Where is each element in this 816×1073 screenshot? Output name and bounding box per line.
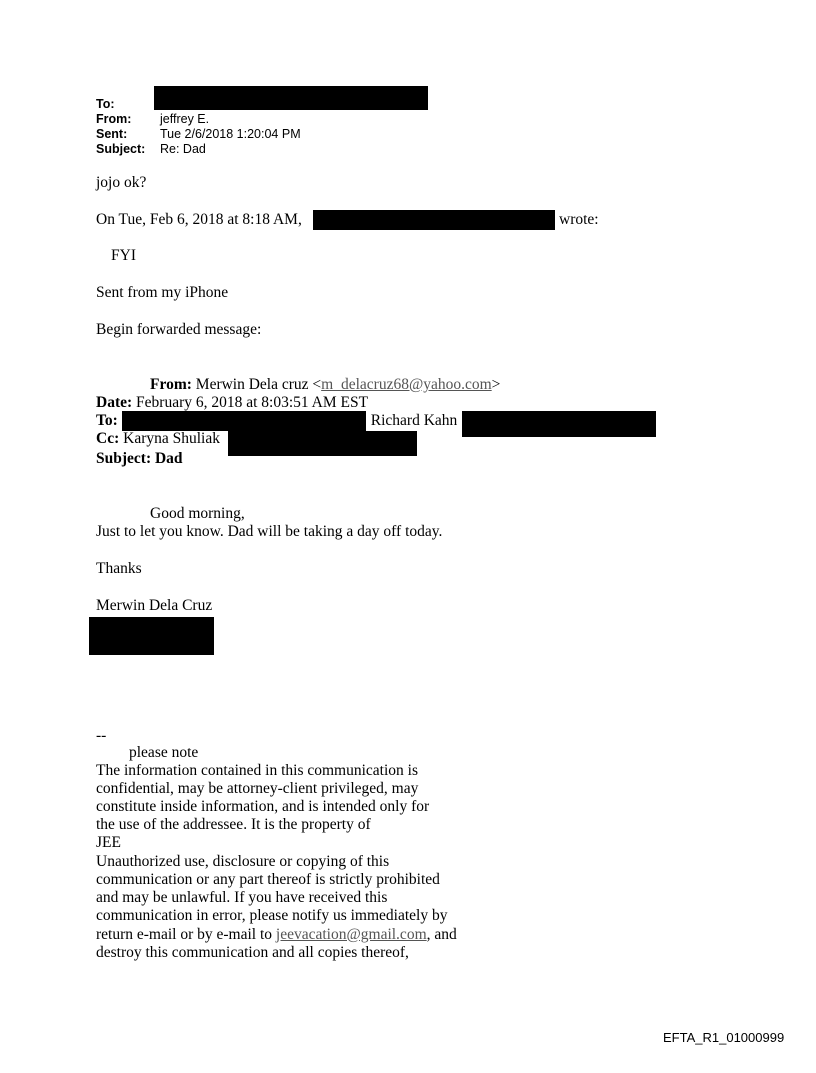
fwd-thanks: Thanks (96, 560, 142, 577)
disclaimer-line: constitute inside information, and is intended only for (96, 798, 430, 815)
fwd-greeting: Good morning, (150, 505, 245, 522)
disclaimer-return-suffix: , and (426, 926, 457, 943)
fwd-from-label: From: (150, 376, 192, 393)
fwd-from-row (150, 376, 500, 394)
begin-forwarded-text: Begin forwarded message: (96, 321, 262, 338)
fwd-from-name: Merwin Dela cruz < (195, 376, 322, 393)
from-value: jeffrey E. (160, 112, 210, 126)
fwd-from-close: > (491, 376, 501, 393)
disclaimer-line: and may be unlawful. If you have received this (96, 889, 388, 906)
disclaimer-line: communication or any part thereof is strictly prohibited (96, 871, 440, 888)
subject-row (96, 142, 206, 157)
disclaimer-line: the use of the addressee. It is the property of (96, 816, 371, 833)
disclaimer-final-line: destroy this communication and all copies thereof, (96, 944, 409, 961)
disclaimer-email-link[interactable]: jeevacation@gmail.com (275, 926, 427, 943)
sent-label: Sent: (96, 127, 128, 141)
redaction-fwd-to-1 (122, 411, 366, 431)
document-id: EFTA_R1_01000999 (663, 1030, 785, 1045)
subject-value: Re: Dad (160, 142, 206, 156)
to-label: To: (96, 97, 115, 111)
from-row (96, 112, 209, 127)
fwd-signature: Merwin Dela Cruz (96, 597, 213, 614)
disclaimer-line: JEE (96, 834, 121, 851)
disclaimer-return-line (96, 926, 457, 944)
sent-value: Tue 2/6/2018 1:20:04 PM (160, 127, 301, 141)
quote-intro: On Tue, Feb 6, 2018 at 8:18 AM, (96, 211, 302, 228)
redaction-signature-block (89, 617, 214, 655)
fwd-from-email-link[interactable]: m_delacruz68@yahoo.com (321, 376, 492, 393)
fwd-cc-value: Karyna Shuliak (123, 430, 220, 447)
disclaimer-line: communication in error, please notify us immediately by (96, 907, 448, 924)
fwd-date-label: Date: (96, 394, 133, 411)
fwd-subject: Subject: Dad (96, 450, 183, 467)
fyi-text: FYI (111, 247, 136, 264)
disclaimer-line: Unauthorized use, disclosure or copying of this (96, 853, 390, 870)
fwd-date-row (96, 394, 368, 412)
subject-label: Subject: (96, 142, 146, 156)
disclaimer-dashes: -- (96, 727, 107, 744)
disclaimer-return-prefix: return e-mail or by e-mail to (96, 926, 276, 943)
fwd-to-label: To: (96, 412, 118, 429)
fwd-message: Just to let you know. Dad will be taking a day off today. (96, 523, 443, 540)
from-label: From: (96, 112, 132, 126)
redaction-fwd-to-2 (462, 411, 656, 437)
disclaimer-line: confidential, may be attorney-client privileged, may (96, 780, 419, 797)
redaction-fwd-cc (228, 431, 417, 456)
sent-from-text: Sent from my iPhone (96, 284, 229, 301)
fwd-cc-row (96, 430, 220, 448)
fwd-date-value: February 6, 2018 at 8:03:51 AM EST (136, 394, 369, 411)
fwd-to-value: , Richard Kahn (363, 412, 458, 429)
redaction-to (154, 86, 428, 110)
fwd-cc-label: Cc: (96, 430, 120, 447)
quote-wrote: wrote: (559, 211, 599, 228)
redaction-sender (313, 210, 555, 230)
disclaimer-line: The information contained in this communication is (96, 762, 418, 779)
sent-row (96, 127, 301, 142)
disclaimer-please-note: please note (129, 744, 199, 761)
reply-text: jojo ok? (96, 174, 147, 191)
